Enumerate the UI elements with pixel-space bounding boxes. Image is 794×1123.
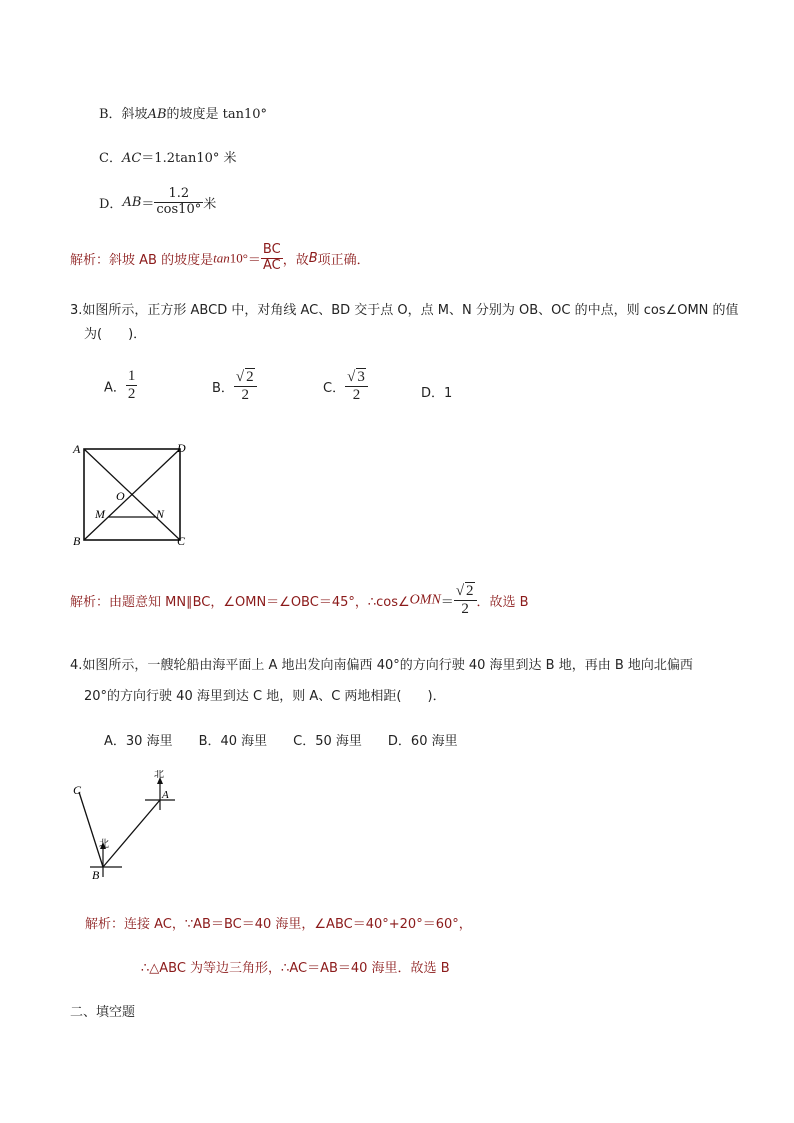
square-diagram xyxy=(70,440,195,552)
label-c: C xyxy=(73,783,82,797)
q4-explanation-line-1: 解析：连接 AC，∵AB＝BC＝40 海里，∠ABC＝40°+20°＝60°， xyxy=(85,917,472,932)
north-label-b: 北 xyxy=(99,839,109,850)
navigation-diagram xyxy=(70,770,190,885)
q4-options: A．30 海里 B．40 海里 C．50 海里 D．60 海里 xyxy=(104,734,458,749)
fraction-1-2-over-cos10: $\frac{1.2}{\cos 10^\circ}$ xyxy=(156,186,202,217)
var-ab: AB xyxy=(147,107,167,122)
q3-option-c: C． $\frac{√ 3}{2}$ xyxy=(323,368,368,405)
q3-option-d: D．1 xyxy=(421,386,453,401)
q3-question-line-2: 为( )． xyxy=(84,327,147,342)
q3-option-b: B． $\frac{√ 2}{2}$ xyxy=(212,368,257,405)
q4-explanation-line-2: ∴△ABC 为等边三角形，∴AC＝AB＝40 海里．故选 B xyxy=(141,961,450,976)
q2-explanation: 解析：斜坡 AB 的坡度是tan10°＝ $\frac{BC}{AC}$ ，故B项正确． xyxy=(70,242,370,273)
north-label-a: 北 xyxy=(154,770,164,780)
q2-option-d: D．AB＝ $\frac{1.2}{\cos 10^\circ}$ 米 xyxy=(99,186,217,217)
section-heading-fill-in: 二、填空题 xyxy=(70,1005,136,1020)
label-b: B xyxy=(73,534,81,548)
label-a: A xyxy=(73,442,81,456)
label-o: O xyxy=(116,489,125,503)
q3-question-line-1: 3.如图所示，正方形 ABCD 中，对角线 AC、BD 交于点 O，点 M、N 分别为 OB、OC 的中点，则 cos∠OMN 的值 xyxy=(70,303,739,318)
label-m: M xyxy=(95,507,105,521)
q3-explanation: 解析：由题意知 MN∥BC，∠OMN＝∠OBC＝45°，∴cos∠OMN＝ $\frac{√ 2}{2}$ ．故选 B xyxy=(70,583,529,618)
label-b: B xyxy=(92,868,100,882)
var-ac: AC xyxy=(121,151,142,166)
q4-question-line-2: 20°的方向行驶 40 海里到达 C 地，则 A、C 两地相距( )． xyxy=(84,689,446,704)
q2-option-c: C．AC＝1.2tan10° 米 xyxy=(99,151,237,166)
fraction-bc-over-ac: $\frac{BC}{AC}$ xyxy=(262,242,281,273)
label-a: A xyxy=(162,789,169,801)
q3-option-a: A． $\frac{1}{2}$ xyxy=(104,368,136,403)
q4-question-line-1: 4.如图所示，一艘轮船由海平面上 A 地出发向南偏西 40°的方向行驶 40 海里到达 B 地，再由 B 地向北偏西 xyxy=(70,658,693,673)
label-d: D xyxy=(177,441,186,455)
q2-option-b: B．斜坡AB的坡度是 tan10° xyxy=(99,107,268,122)
label-c: C xyxy=(177,534,186,548)
label-n: N xyxy=(156,507,165,521)
